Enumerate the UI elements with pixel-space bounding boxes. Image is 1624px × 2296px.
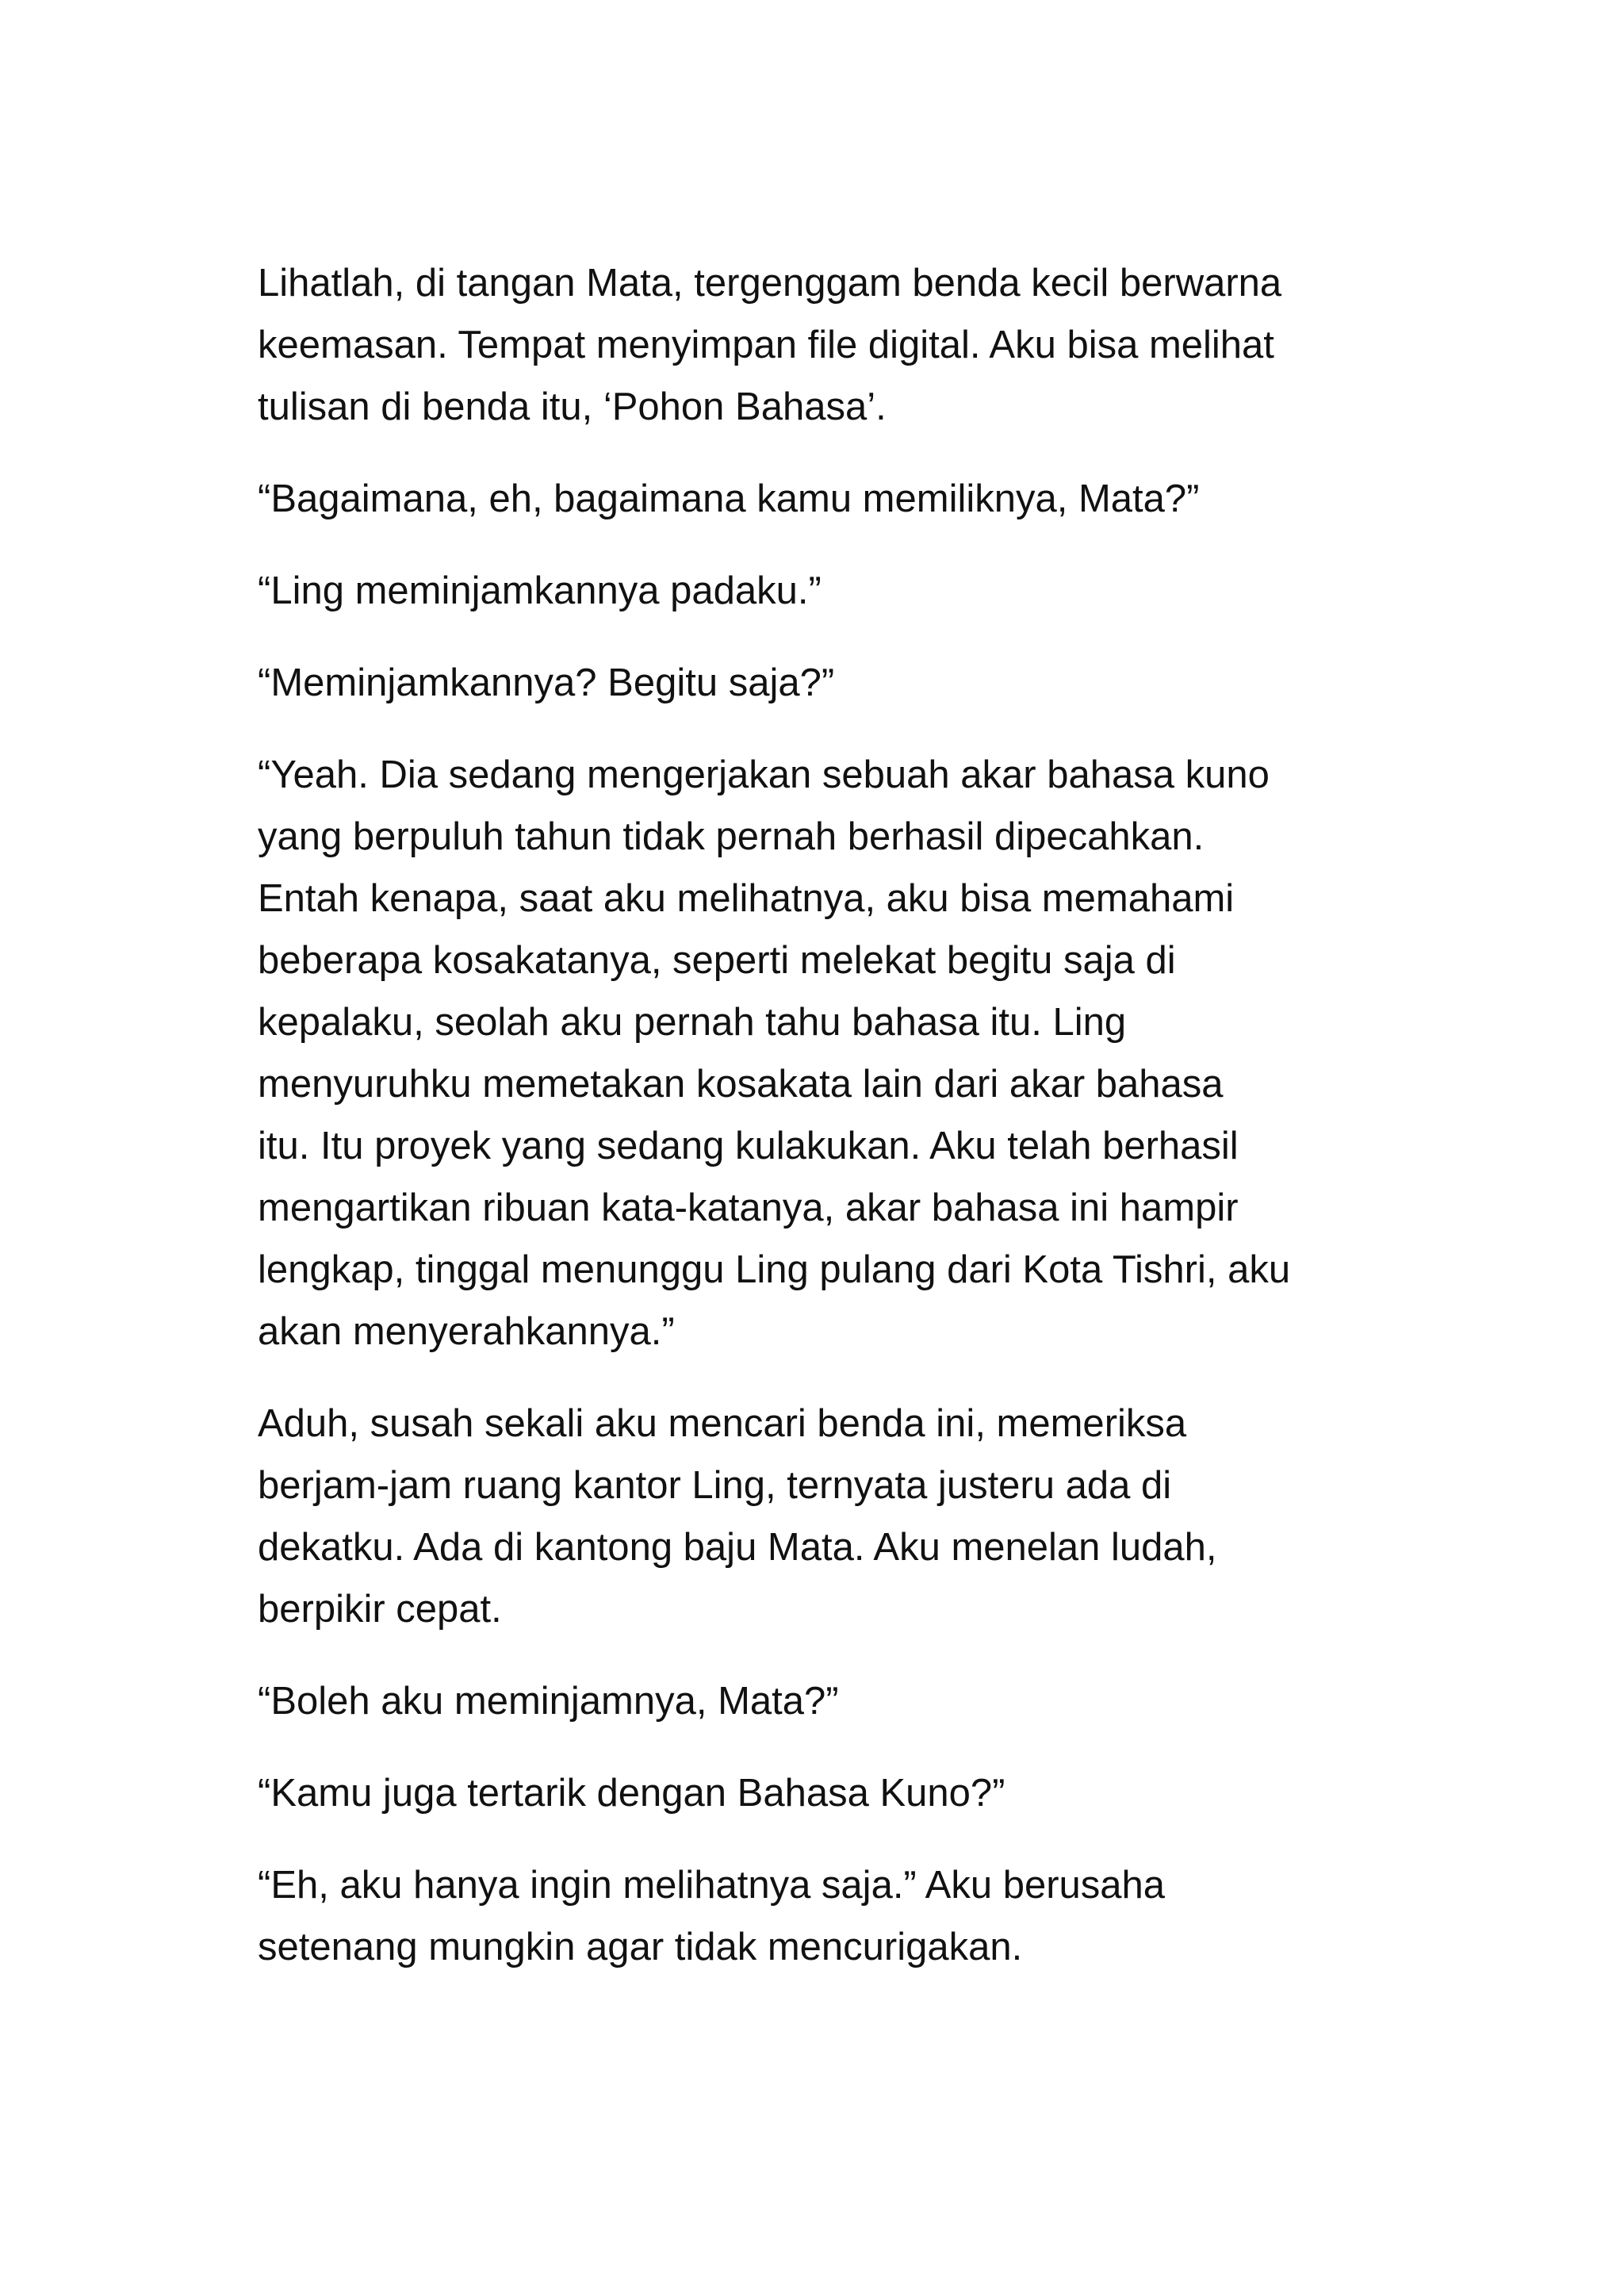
text-line: setenang mungkin agar tidak mencurigakan.: [258, 1926, 1023, 1968]
paragraph: [258, 468, 1392, 530]
text-line: “Yeah. Dia sedang mengerjakan sebuah akar bahasa kuno: [258, 753, 1270, 796]
paragraph: [258, 652, 1392, 714]
text-line: Lihatlah, di tangan Mata, tergenggam benda kecil berwarna: [258, 262, 1282, 305]
text-line: menyuruhku memetakan kosakata lain dari akar bahasa: [258, 1063, 1224, 1106]
text-line: lengkap, tinggal menunggu Ling pulang dari Kota Tishri, aku: [258, 1248, 1291, 1291]
paragraph: [258, 1854, 1392, 1978]
text-line: kepalaku, seolah aku pernah tahu bahasa itu. Ling: [258, 1001, 1127, 1044]
text-line: dekatku. Ada di kantong baju Mata. Aku menelan ludah,: [258, 1526, 1217, 1569]
text-line: “Bagaimana, eh, bagaimana kamu memiliknya, Mata?”: [258, 477, 1200, 520]
text-line: keemasan. Tempat menyimpan file digital. Aku bisa melihat: [258, 324, 1274, 366]
story-text: [258, 252, 1392, 2008]
paragraph: [258, 744, 1392, 1363]
text-line: beberapa kosakatanya, seperti melekat begitu saja di: [258, 939, 1176, 982]
paragraph: [258, 1393, 1392, 1640]
text-line: tulisan di benda itu, ‘Pohon Bahasa’.: [258, 385, 887, 428]
text-line: Aduh, susah sekali aku mencari benda ini, memeriksa: [258, 1402, 1187, 1445]
text-line: mengartikan ribuan kata-katanya, akar bahasa ini hampir: [258, 1186, 1239, 1229]
text-line: “Ling meminjamkannya padaku.”: [258, 569, 822, 612]
paragraph: [258, 252, 1392, 438]
text-line: berjam-jam ruang kantor Ling, ternyata justeru ada di: [258, 1464, 1172, 1507]
text-line: Entah kenapa, saat aku melihatnya, aku bisa memahami: [258, 877, 1235, 920]
text-line: “Boleh aku meminjamnya, Mata?”: [258, 1680, 839, 1723]
text-line: itu. Itu proyek yang sedang kulakukan. Aku telah berhasil: [258, 1125, 1239, 1167]
text-line: “Kamu juga tertarik dengan Bahasa Kuno?”: [258, 1772, 1005, 1815]
paragraph: [258, 560, 1392, 622]
text-line: yang berpuluh tahun tidak pernah berhasil dipecahkan.: [258, 815, 1205, 858]
paragraph: [258, 1762, 1392, 1824]
text-line: “Meminjamkannya? Begitu saja?”: [258, 661, 835, 704]
text-line: akan menyerahkannya.”: [258, 1310, 675, 1353]
text-line: “Eh, aku hanya ingin melihatnya saja.” Aku berusaha: [258, 1864, 1166, 1907]
paragraph: [258, 1670, 1392, 1732]
text-line: berpikir cepat.: [258, 1588, 502, 1631]
